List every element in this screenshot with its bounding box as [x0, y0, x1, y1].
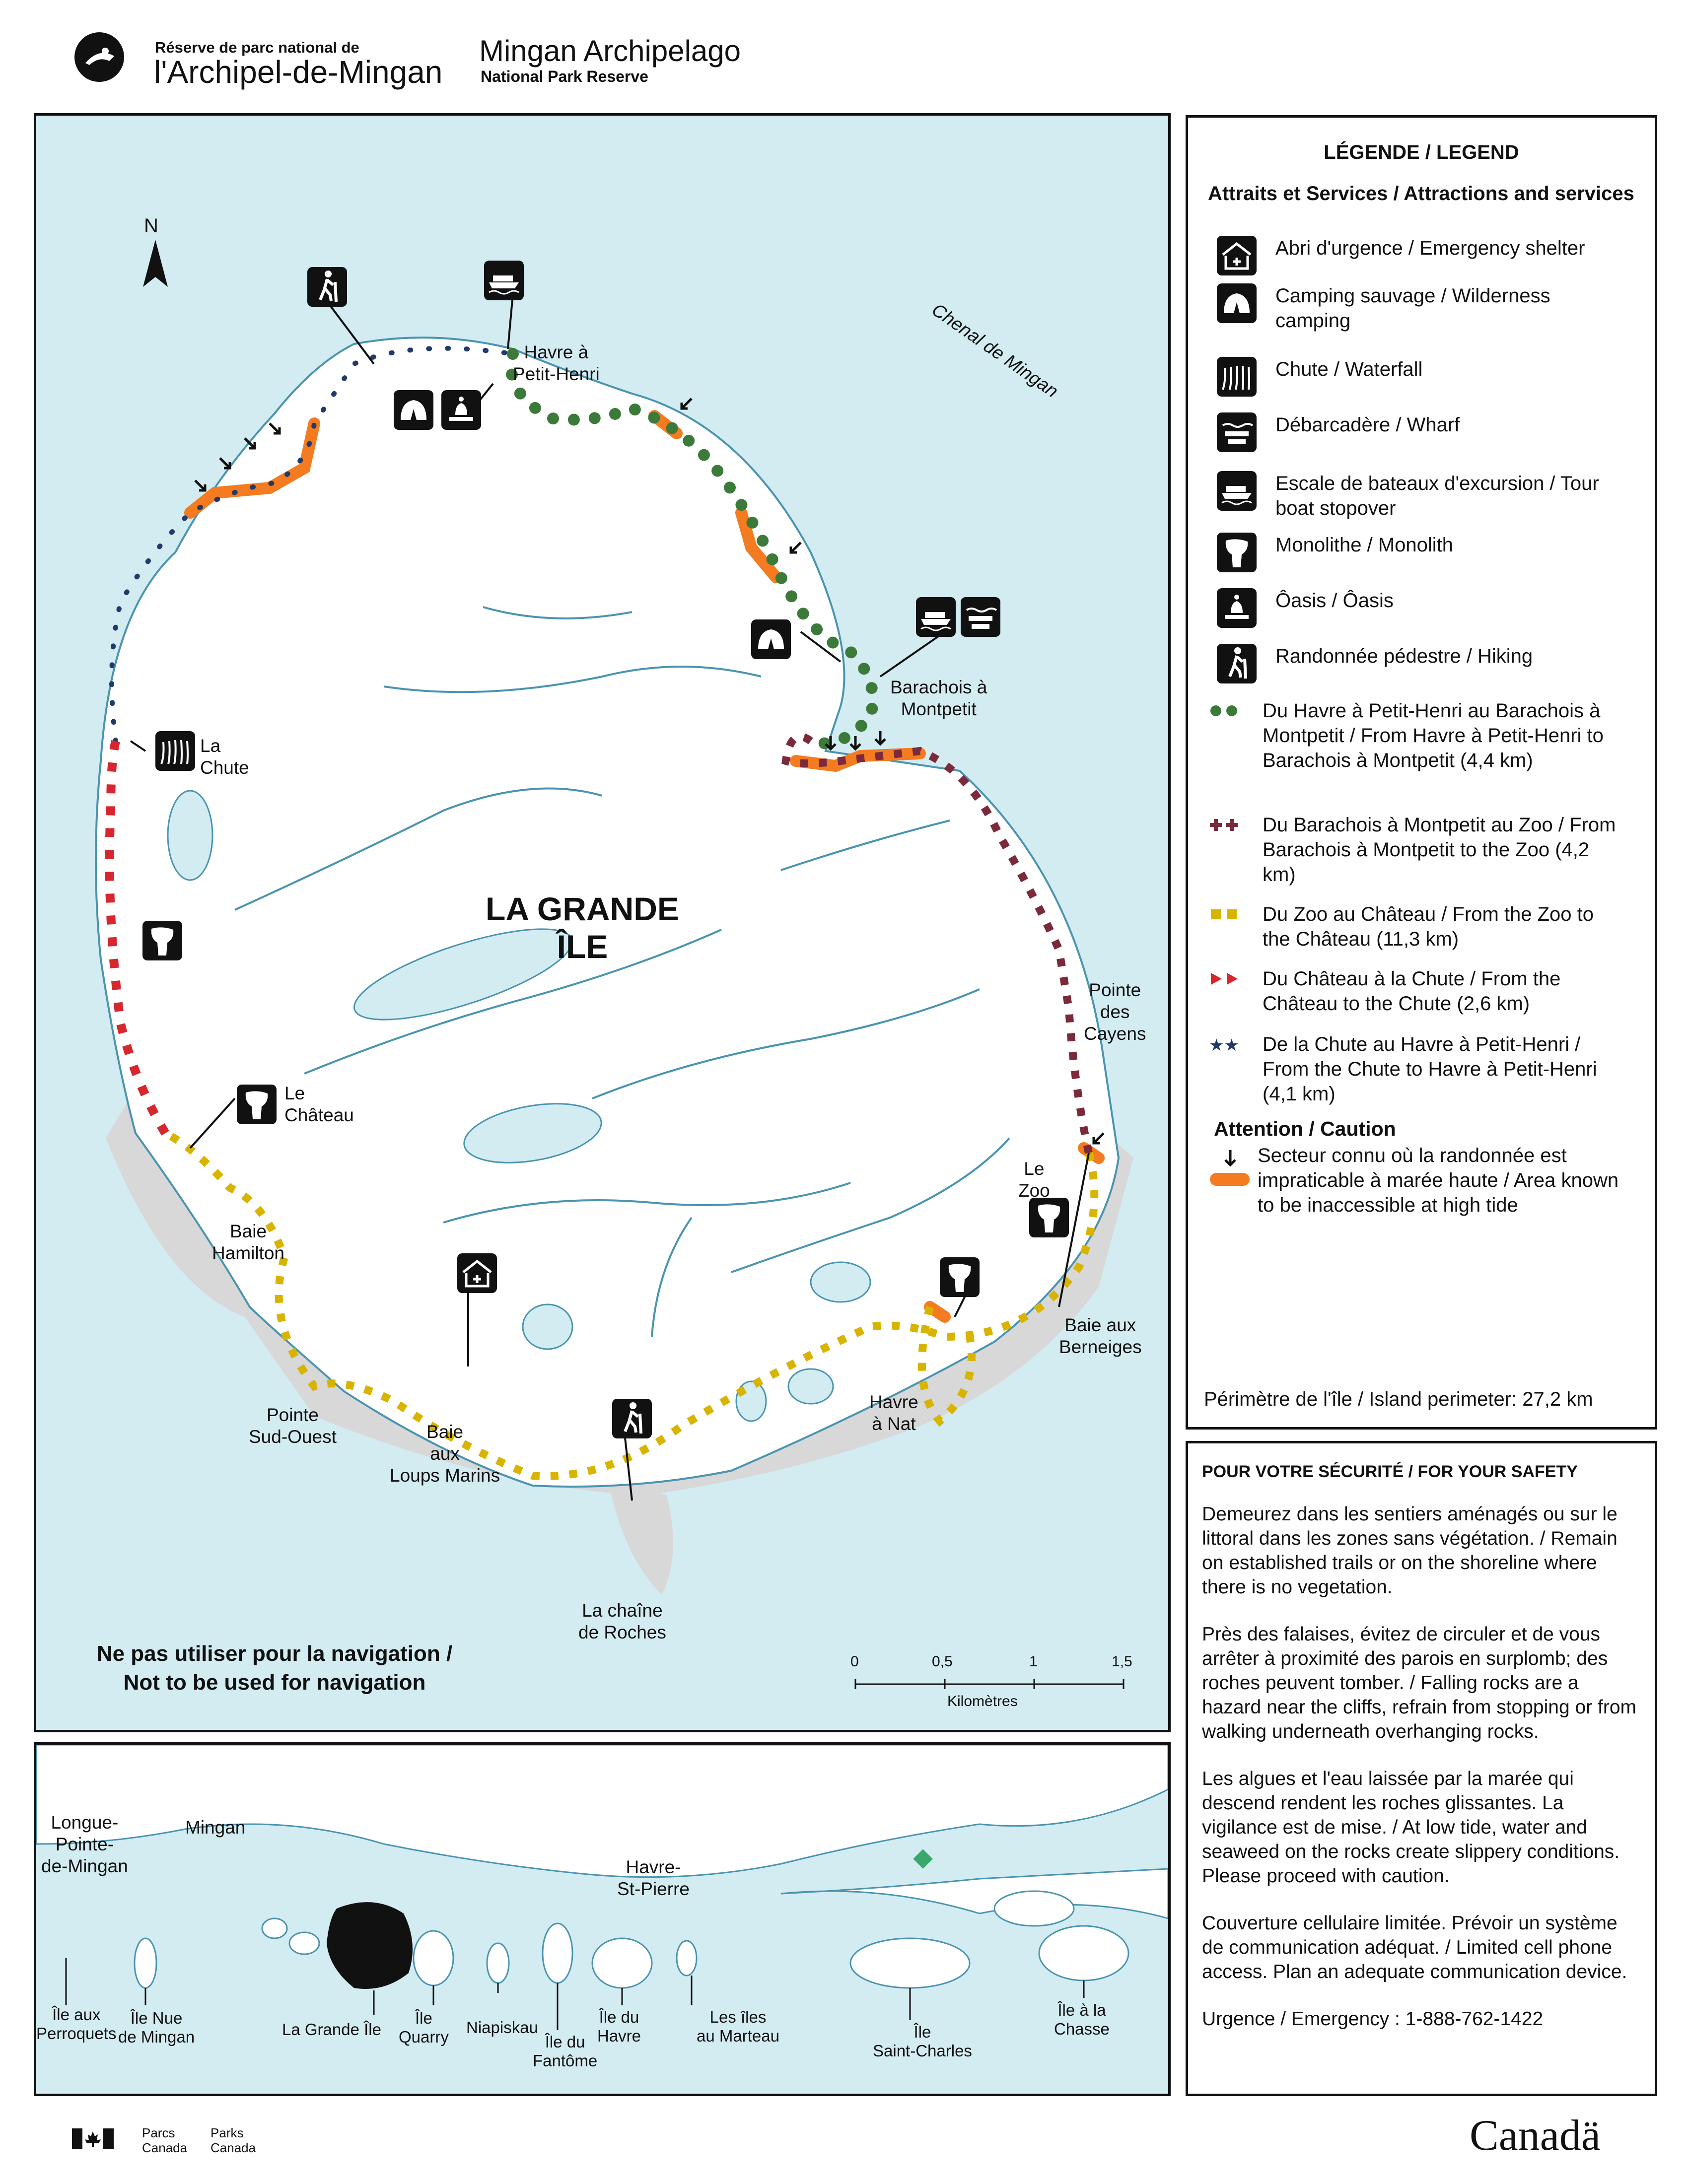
- caution-title: Attention / Caution: [1214, 1117, 1396, 1140]
- caution-symbol: [1208, 1147, 1253, 1202]
- legend-trail: [1208, 1032, 1620, 1106]
- north-arrow-icon: [143, 240, 168, 287]
- legend-trail-label: Du Havre à Petit-Henri au Barachois à Montpetit / From Havre à Petit-Henri to Barachois à Montpetit (4,4 km): [1263, 700, 1604, 771]
- hiking-icon: [1217, 644, 1257, 683]
- legend-label: Camping sauvage / Wilderness camping: [1275, 285, 1550, 332]
- island-title: LA GRANDE ÎLE: [486, 890, 679, 965]
- monolith-icon: [940, 1257, 980, 1297]
- safety-body: [1202, 1502, 1639, 2054]
- emergency-shelter-icon: [1217, 236, 1257, 275]
- inset-island-saint-charles: Île Saint-Charles: [873, 2023, 972, 2060]
- legend-trail: [1208, 902, 1620, 952]
- header-title-en-small: National Park Reserve: [481, 68, 648, 85]
- oasis-icon: [441, 390, 481, 430]
- legend-title: LÉGENDE / LEGEND: [1324, 141, 1519, 163]
- wharf-icon: [961, 597, 1000, 637]
- legend-trail: [1208, 698, 1620, 773]
- safety-title: POUR VOTRE SÉCURITÉ / FOR YOUR SAFETY: [1202, 1462, 1578, 1481]
- island-niapiskau: [487, 1943, 509, 1983]
- legend-label: Abri d'urgence / Emergency shelter: [1275, 237, 1585, 259]
- label-havre-nat: Havre à Nat: [869, 1392, 918, 1434]
- legend-label: Chute / Waterfall: [1275, 358, 1423, 380]
- emergency-shelter-icon: [457, 1253, 497, 1293]
- label-barachois: Barachois à Montpetit: [890, 677, 987, 719]
- monolith-icon: [1029, 1198, 1069, 1237]
- navigation-warning: Ne pas utiliser pour la navigation / Not to be used for navigation: [96, 1641, 453, 1695]
- navy-stars-symbol: [1208, 1032, 1243, 1057]
- inset-grande-ile-shape: [327, 1902, 413, 1989]
- label-le-zoo: Le Zoo: [1018, 1159, 1050, 1201]
- legend-item: [1217, 283, 1613, 333]
- mainland: [36, 1745, 1168, 1877]
- label-le-chateau: Le Château: [284, 1083, 354, 1125]
- emergency-number: Urgence / Emergency : 1-888-762-1422: [1202, 2008, 1544, 2030]
- maroon-crosses-symbol: [1208, 813, 1243, 837]
- hiking-icon: [307, 267, 347, 307]
- tour-boat-icon: [916, 597, 956, 637]
- shoal-chain: [607, 1476, 673, 1595]
- legend-trail: [1208, 813, 1620, 887]
- monolith-icon: [237, 1085, 277, 1124]
- north-label: N: [144, 215, 158, 237]
- island-chasse: [1039, 1926, 1128, 1980]
- scale-unit: Kilomètres: [947, 1693, 1018, 1709]
- inset-town-mingan: Mingan: [185, 1817, 246, 1838]
- inset-map: [34, 1742, 1171, 2096]
- waterfall-icon: [155, 731, 195, 771]
- lake: [736, 1381, 766, 1421]
- inset-island-nue: Île Nue de Mingan: [118, 2009, 195, 2046]
- label-baie-berneiges: Baie aux Berneiges: [1059, 1315, 1142, 1357]
- footer-parcs: Parcs Canada: [142, 2125, 188, 2155]
- legend-trail-label: De la Chute au Havre à Petit-Henri / From the Chute to Havre à Petit-Henri (4,1 km): [1263, 1033, 1597, 1105]
- legend-item: [1217, 412, 1460, 457]
- label-chaine-roches: La chaîne de Roches: [578, 1600, 666, 1642]
- red-triangles-symbol: [1208, 966, 1243, 991]
- scale-tick-1-5: 1,5: [1112, 1653, 1132, 1670]
- header-title-en-large: Mingan Archipelago: [479, 34, 741, 68]
- yellow-squares-symbol: [1208, 902, 1243, 927]
- header-title-fr-large: l'Archipel-de-Mingan: [154, 54, 443, 90]
- tour-boat-icon: [484, 261, 524, 300]
- safety-paragraph: Demeurez dans les sentiers aménagés ou sur le littoral dans les zones sans végétation. / Remain on established trails or on the shoreline where there is no vegetation.: [1202, 1503, 1618, 1598]
- legend-item: [1217, 533, 1453, 577]
- label-la-chute: La Chute: [200, 736, 249, 778]
- label-havre-petit-henri: Havre à Petit-Henri: [513, 342, 600, 384]
- wilderness-camping-icon: [1217, 283, 1257, 323]
- inset-island-marteau: Les îles au Marteau: [697, 2008, 779, 2045]
- scale-tick-0: 0: [850, 1653, 859, 1670]
- safety-paragraph: Les algues et l'eau laissée par la marée qui descend rendent les roches glissantes. La vigilance est de mise. / At low tide, water and seaweed on the rocks create slippery conditions. Please proceed with caution.: [1202, 1768, 1620, 1887]
- legend-item: [1217, 588, 1394, 633]
- island-nue: [135, 1938, 156, 1988]
- legend-subtitle: Attraits et Services / Attractions and services: [1208, 183, 1634, 205]
- safety-paragraph: Près des falaises, évitez de circuler et de vous arrêter à proximité des parois en surplomb; des roches peuvent tomber. / Falling rocks are a hazard near the cliffs, refrain from stopping or from walking underneath overhanging rocks.: [1202, 1624, 1637, 1742]
- wilderness-camping-icon: [751, 619, 791, 659]
- legend-panel: [1186, 115, 1657, 1430]
- island-quarry: [414, 1931, 453, 1985]
- footer-parks: Parks Canada: [211, 2125, 256, 2155]
- island-fantome: [543, 1923, 572, 1983]
- waterfall-icon: [1217, 357, 1257, 397]
- lake: [788, 1369, 833, 1404]
- scale-tick-0-5: 0,5: [932, 1653, 953, 1670]
- island-saint-charles: [850, 1938, 970, 1988]
- scale-bar: [855, 1679, 1124, 1689]
- monolith-icon: [1217, 533, 1257, 572]
- legend-trail-label: Du Barachois à Montpetit au Zoo / From Barachois à Montpetit to the Zoo (4,2 km): [1263, 814, 1616, 886]
- inset-island-quarry: Île Quarry: [399, 2009, 449, 2046]
- inset-island-niapiskau: Niapiskau: [466, 2018, 538, 2037]
- caution-text: Secteur connu où la randonnée est impraticable à marée haute / Area known to be inaccessible at high tide: [1258, 1145, 1619, 1216]
- header-title-fr-small: Réserve de parc national de: [155, 39, 359, 56]
- legend-label: Randonnée pédestre / Hiking: [1275, 645, 1533, 667]
- wharf-icon: [1217, 412, 1257, 452]
- legend-item: [1217, 644, 1533, 688]
- inset-town-longue-pointe: Longue- Pointe- de-Mingan: [41, 1812, 128, 1876]
- legend-item: [1217, 236, 1585, 280]
- svg-text:★★: ★★: [1209, 1035, 1239, 1055]
- lake: [168, 791, 212, 880]
- legend-label: Monolithe / Monolith: [1275, 534, 1453, 556]
- green-dots-symbol: [1208, 698, 1243, 723]
- legend-label: Débarcadère / Wharf: [1275, 414, 1460, 436]
- inset-town-havre-st-pierre: Havre- St-Pierre: [617, 1857, 690, 1899]
- island-perimeter: Périmètre de l'île / Island perimeter: 27,2 km: [1204, 1388, 1593, 1410]
- legend-trail-label: Du Zoo au Château / From the Zoo to the Château (11,3 km): [1263, 903, 1594, 950]
- lake: [811, 1262, 870, 1302]
- label-baie-loups-marins: Baie aux Loups Marins: [390, 1422, 500, 1486]
- park-office-icon: [913, 1849, 933, 1869]
- label-pointe-sud-ouest: Pointe Sud-Ouest: [249, 1405, 337, 1447]
- lake: [523, 1304, 572, 1349]
- island-marteau: [677, 1941, 697, 1976]
- scale-tick-1: 1: [1029, 1653, 1038, 1670]
- label-pointe-cayens: Pointe des Cayens: [1084, 980, 1146, 1044]
- legend-label: Escale de bateaux d'excursion / Tour boat stopover: [1275, 473, 1599, 519]
- wilderness-camping-icon: [394, 390, 433, 430]
- monolith-icon: [142, 921, 182, 960]
- inset-island-perroquets: Île aux Perroquets: [36, 2005, 117, 2043]
- legend-trail-label: Du Château à la Chute / From the Château to the Chute (2,6 km): [1263, 968, 1561, 1015]
- island-havre: [592, 1938, 652, 1988]
- canada-flag-icon: [72, 2128, 114, 2149]
- inset-island-chasse: Île à la Chasse: [1054, 2001, 1110, 2038]
- legend-label: Ôasis / Ôasis: [1275, 590, 1394, 612]
- canada-wordmark: Canadä: [1470, 2112, 1601, 2160]
- label-baie-hamilton: Baie Hamilton: [212, 1221, 284, 1263]
- legend-item: [1217, 357, 1422, 402]
- oasis-icon: [1217, 588, 1257, 628]
- tour-boat-icon: [1217, 471, 1257, 511]
- safety-paragraph: Couverture cellulaire limitée. Prévoir un système de communication adéquat. / Limited cell phone access. Plan an adequate communication device.: [1202, 1912, 1627, 1982]
- channel-label: Chenal de Mingan: [928, 299, 1062, 402]
- parks-logo: [74, 32, 124, 82]
- hiking-icon: [612, 1399, 652, 1438]
- safety-panel: [1186, 1441, 1657, 2096]
- legend-item: [1217, 471, 1633, 521]
- inset-island-fantome: Île du Fantôme: [533, 2033, 598, 2070]
- inset-island-havre: Île du Havre: [597, 2008, 641, 2045]
- legend-trail: [1208, 966, 1620, 1016]
- main-map: [34, 113, 1171, 1732]
- inset-island-grande-ile: La Grande Île: [282, 2020, 381, 2039]
- mainland-east: [781, 1869, 1168, 1918]
